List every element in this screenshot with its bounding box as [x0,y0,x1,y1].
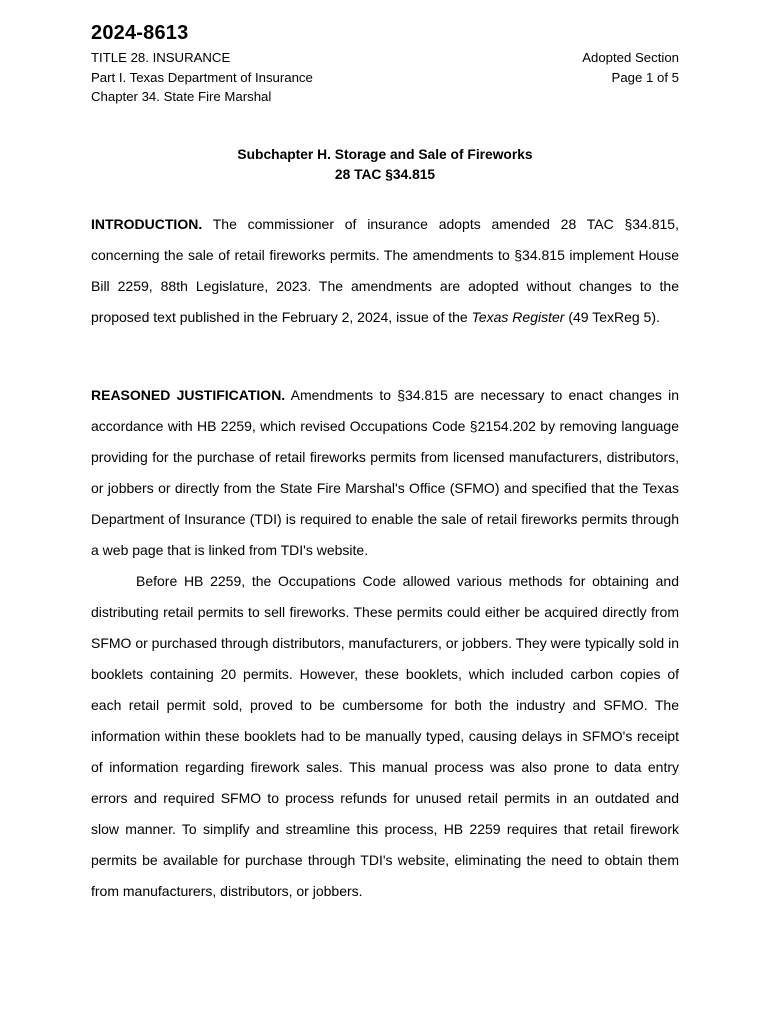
justification-paragraph-2: Before HB 2259, the Occupations Code allowed various methods for obtaining and distributing retail permits to sell fireworks. These permits could either be acquired directly from SFMO or purchased through distributors, manufacturers, or jobbers. They were typically sold in booklets containing 20 permits. However, these booklets, which included carbon copies of each retail permit sold, proved to be cumbersome for both the industry and SFMO. The information within these booklets had to be manually typed, causing delays in SFMO's receipt of information regarding firework sales. This manual process was also prone to data entry errors and required SFMO to process refunds for unused retail permits in an outdated and slow manner. To simplify and streamline this process, HB 2259 requires that retail firework permits be available for purchase through TDI's website, eliminating the need to obtain them from manufacturers, distributors, or jobbers. [91,573,679,899]
header-left [91,48,313,107]
justification-paragraph [91,380,679,566]
subchapter-title: Subchapter H. Storage and Sale of Fireworks [237,147,533,162]
section-status: Adopted Section [582,50,679,65]
subchapter-heading [0,145,770,184]
introduction-lead: INTRODUCTION. [91,216,203,232]
title-line: TITLE 28. INSURANCE [91,50,231,65]
part-line: Part I. Texas Department of Insurance [91,69,313,85]
introduction-text-b: (49 TexReg 5). [564,309,660,325]
introduction-paragraph [91,209,679,333]
introduction-text-a: The commissioner of insurance adopts amended 28 TAC §34.815, concerning the sale of retail fireworks permits. The amendments to §34.815 implement House Bill 2259, 88th Legislature, 2023. The amendments are adopted without changes to the proposed text published in the February 2, 2024, issue of the [91,216,679,325]
justification-text: Amendments to §34.815 are necessary to enact changes in accordance with HB 2259, which revised Occupations Code §2154.202 by removing language providing for the purchase of retail fireworks permits from licensed manufacturers, distributors, or jobbers or directly from the State Fire Marshal's Office (SFMO) and specified that the Texas Department of Insurance (TDI) is required to enable the sale of retail fireworks permits through a web page that is linked from TDI's website. [91,387,679,558]
header-right [582,48,679,87]
chapter-line: Chapter 34. State Fire Marshal [91,89,272,104]
rule-citation: 28 TAC §34.815 [334,166,436,182]
introduction-italic: Texas Register [471,309,565,325]
page-number: Page 1 of 5 [611,69,679,85]
justification-lead: REASONED JUSTIFICATION. [91,387,286,403]
document-number: 2024-8613 [91,22,189,44]
